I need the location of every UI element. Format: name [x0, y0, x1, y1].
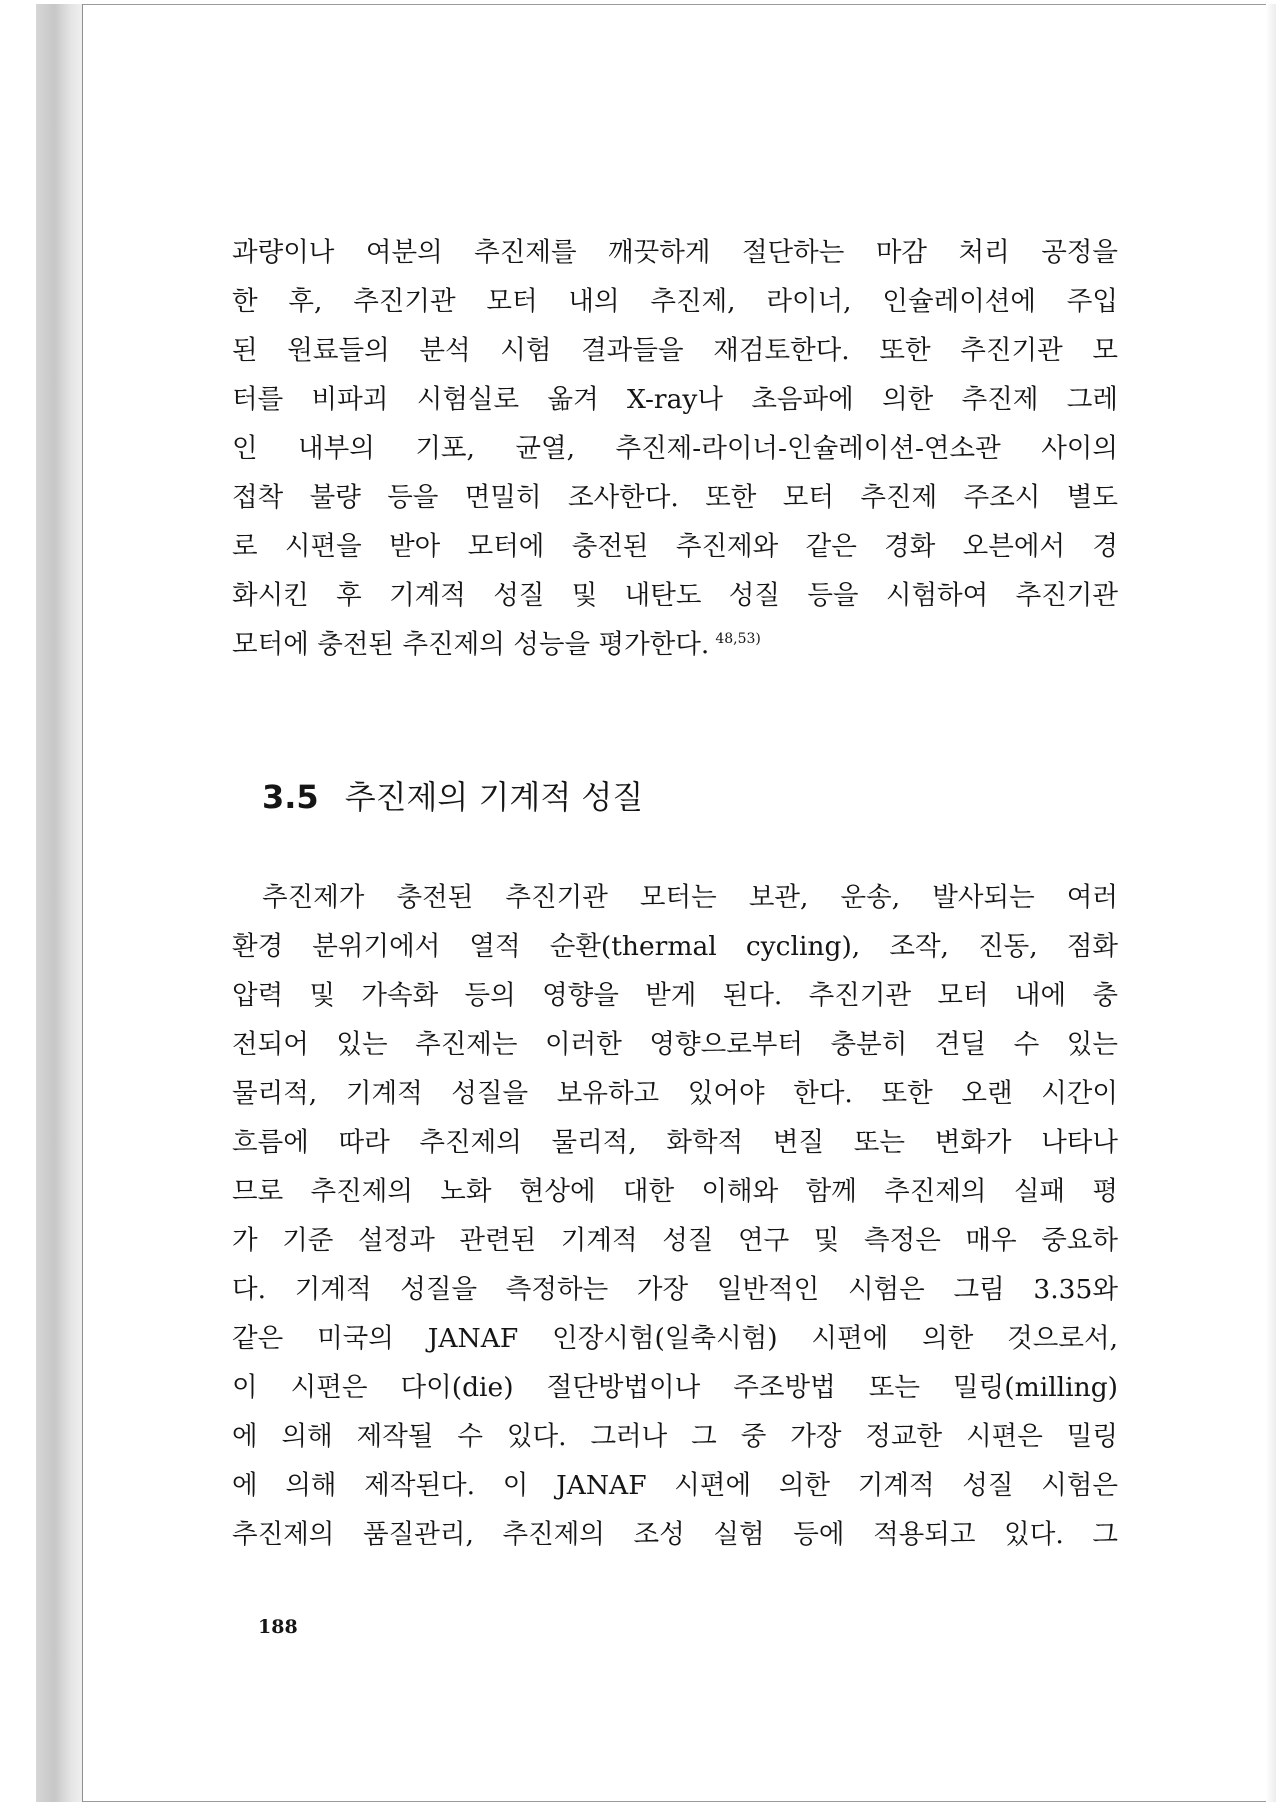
text-line: 같은 미국의 JANAF 인장시험(일축시험) 시편에 의한 것으로서,	[232, 1323, 1118, 1354]
paragraph-2	[232, 873, 1118, 1559]
text-line: 접착 불량 등을 면밀히 조사한다. 또한 모터 추진제 주조시 별도	[232, 482, 1118, 513]
text-line: 로 시편을 받아 모터에 충전된 추진제와 같은 경화 오븐에서 경	[232, 531, 1118, 562]
text-line: 인 내부의 기포, 균열, 추진제-라이너-인슐레이션-연소관 사이의	[232, 433, 1118, 464]
paragraph-1	[232, 228, 1118, 669]
text-line: 물리적, 기계적 성질을 보유하고 있어야 한다. 또한 오랜 시간이	[232, 1078, 1118, 1109]
text-line: 화시킨 후 기계적 성질 및 내탄도 성질 등을 시험하여 추진기관	[232, 580, 1118, 611]
text-line: 다. 기계적 성질을 측정하는 가장 일반적인 시험은 그림 3.35와	[232, 1274, 1118, 1305]
section-heading	[262, 772, 643, 818]
text-line-content: 모터에 충전된 추진제의 성능을 평가한다.	[232, 629, 710, 660]
text-line: 흐름에 따라 추진제의 물리적, 화학적 변질 또는 변화가 나타나	[232, 1127, 1118, 1158]
text-line: 환경 분위기에서 열적 순환(thermal cycling), 조작, 진동, 점화	[232, 931, 1118, 962]
text-line: 과량이나 여분의 추진제를 깨끗하게 절단하는 마감 처리 공정을	[232, 237, 1118, 268]
text-line: 이 시편은 다이(die) 절단방법이나 주조방법 또는 밀링(milling)	[232, 1372, 1118, 1403]
text-line: 추진제의 품질관리, 추진제의 조성 실험 등에 적용되고 있다. 그	[232, 1519, 1118, 1550]
text-line: 추진제가 충전된 추진기관 모터는 보관, 운송, 발사되는 여러	[262, 882, 1118, 913]
page-number: 188	[258, 1616, 298, 1638]
page-edge-shadow	[1266, 4, 1276, 1802]
text-line: 된 원료들의 분석 시험 결과들을 재검토한다. 또한 추진기관 모	[232, 335, 1118, 366]
text-line: 가 기준 설정과 관련된 기계적 성질 연구 및 측정은 매우 중요하	[232, 1225, 1118, 1256]
section-title: 추진제의 기계적 성질	[344, 778, 644, 816]
text-line: 압력 및 가속화 등의 영향을 받게 된다. 추진기관 모터 내에 충	[232, 980, 1118, 1011]
text-line: 므로 추진제의 노화 현상에 대한 이해와 함께 추진제의 실패 평	[232, 1176, 1118, 1207]
text-line: 한 후, 추진기관 모터 내의 추진제, 라이너, 인슐레이션에 주입	[232, 286, 1118, 317]
section-number: 3.5	[262, 778, 319, 816]
text-line-last	[232, 620, 1118, 669]
text-line: 에 의해 제작된다. 이 JANAF 시편에 의한 기계적 성질 시험은	[232, 1470, 1118, 1501]
text-line: 에 의해 제작될 수 있다. 그러나 그 중 가장 정교한 시편은 밀링	[232, 1421, 1118, 1452]
text-line: 터를 비파괴 시험실로 옮겨 X-ray나 초음파에 의한 추진제 그레	[232, 384, 1118, 415]
text-line: 전되어 있는 추진제는 이러한 영향으로부터 충분히 견딜 수 있는	[232, 1029, 1118, 1060]
book-spine	[36, 4, 83, 1802]
citation-reference: 48,53)	[715, 631, 761, 648]
